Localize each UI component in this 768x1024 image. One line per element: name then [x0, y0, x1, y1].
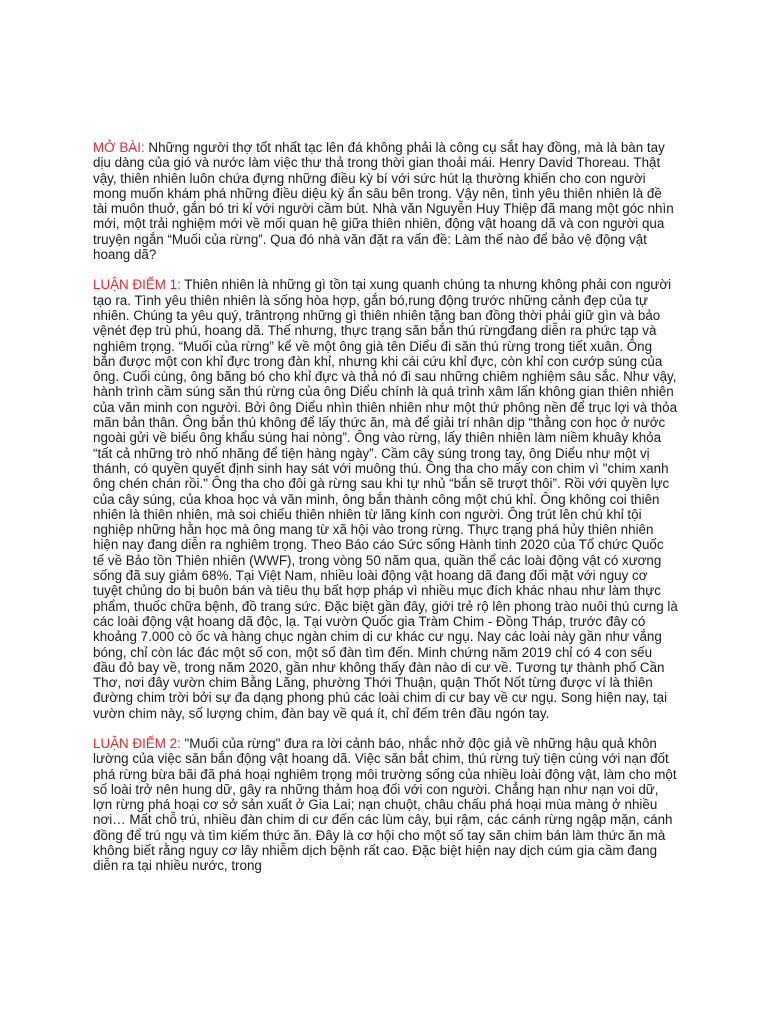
paragraph-body: Thiên nhiên là những gì tồn tại xung quanh chúng ta nhưng không phải con người tạo ra. Tình yêu thiên nhiên là sống hòa hợp, gắn bó,rung động trước những cảnh đẹp của tự nhiên. Chúng ta yêu quý, trântrọng những gì thiên nhiên tặng ban đồng thời phải giữ gìn và bảo vệnét đẹp trù phú, hoang dã. Thế nhưng, thực trạng săn bắn thú rừngđang diễn ra phức tạp và nghiêm trọng. “Muối của rừng” kể về một ông già tên Diểu đi săn thú rừng trong tiết xuân. Ông bắn được một con khỉ đực trong đàn khỉ, nhưng khi cái cứu khỉ đực, còn khỉ con cướp súng của ông. Cuối cùng, ông băng bó cho khỉ đực và thả nó đi sau những chiêm nghiệm sâu sắc. Như vậy, hành trình cầm súng săn thú rừng của ông Diểu chính là quá trình xâm lấn không gian thiên nhiên của văn minh con người. Bởi ông Diểu nhìn thiên nhiên như một thứ phông nền để trục lợi và thỏa mãn bản thân. Ông bắn thú không để lấy thức ăn, mà để giải trí nhân dịp “thằng con học ở nước ngoài gửi về biếu ông khẩu súng hai nòng”. Ông vào rừng, lấy thiên nhiên làm niềm khuây khỏa “tất cả những trò nhố nhăng để tiện hàng ngày”. Cầm cây súng trong tay, ông Diểu như một vị thánh, có quyền quyết định sinh hay sát với muông thú. Ông tha cho mấy con chim vì "chim xanh ông chén chán rồi." Ông tha cho đôi gà rừng sau khi tự nhủ “bắn sẽ trượt thôi”. Rồi với quyền lực của cây súng, của khoa học và văn minh, ông bắn thành công một chú khỉ. Ông không coi thiên nhiên là thiên nhiên, mà soi chiếu thiên nhiên từ lăng kính con người. Ông trút lên chú khỉ tội nghiệp những hằn học mà ông mang từ xã hội vào trong rừng. Thực trạng phá hủy thiên nhiên hiện nay đang diễn ra nghiêm trọng. Theo Báo cáo Sức sống Hành tinh 2020 của Tổ chức Quốc tế về Bảo tồn Thiên nhiên (WWF), trong vòng 50 năm qua, quần thể các loài động vật có xương sống đã suy giảm 68%. Tại Việt Nam, nhiều loài động vật hoang dã đang đối mặt với nguy cơ tuyệt chủng do bị buôn bán và tiêu thụ bất hợp pháp vì nhiều mục đích khác nhau như làm thực phẩm, thuốc chữa bệnh, đồ trang sức. Đặc biệt gần đây, giới trẻ rộ lên phong trào nuôi thú cưng là các loài động vật hoang dã độc, lạ. Tại vườn Quốc gia Tràm Chim - Đồng Tháp, trước đây có khoảng 7.000 cò ốc và hàng chục ngàn chim di cư khác cư ngụ. Nay các loài này gần như vắng bóng, chỉ còn lác đác một số con, một số đàn tìm đến. Minh chứng năm 2019 chỉ có 4 con sếu đầu đỏ bay về, trong năm 2020, gần như không thấy đàn nào di cư về. Tương tự thành phố Cần Thơ, nơi đây vườn chim Bằng Lăng, phường Thới Thuận, quận Thốt Nốt từng được ví là thiên đường chim trời bởi sự đa dạng phong phú các loài chim di cư bay về cư ngụ. Song hiện nay, tại vườn chim này, số lượng chim, đàn bay về quá ít, chỉ đếm trên đầu ngón tay. [93, 277, 678, 721]
document-page [93, 140, 678, 889]
paragraph-intro [93, 140, 678, 262]
paragraph-body: Những người thợ tốt nhất tạc lên đá không phải là công cụ sắt hay đồng, mà là bàn tay dịu dàng của gió và nước làm việc thư thả trong thời gian thoải mái. Henry David Thoreau. Thật vậy, thiên nhiên luôn chứa đựng những điều kỳ bí với sức hút lạ thường khiến cho con người mong muốn khám phá những điều diệu kỳ ẩn sâu bên trong. Vậy nên, tình yêu thiên nhiên là đề tài muôn thuở, gắn bó tri kỉ với người cầm bút. Nhà văn Nguyễn Huy Thiệp đã mang một góc nhìn mới, một trải nghiệm mới về mối quan hệ giữa thiên nhiên, động vật hoang dã và con người qua truyện ngắn “Muối của rừng”. Qua đó nhà văn đặt ra vấn đề: Làm thế nào để bảo vệ động vật hoang dã? [93, 140, 674, 263]
paragraph-heading: MỞ BÀI: [93, 140, 145, 155]
paragraph-heading: LUẬN ĐIỂM 2: [93, 735, 181, 751]
paragraph-body: "Muối của rừng" đưa ra lời cảnh báo, nhắc nhở độc giả về những hậu quả khôn lường của việc săn bắn động vật hoang dã. Việc săn bắt chim, thú rừng tuỳ tiện cùng với nạn đốt phá rừng bừa bãi đã phá hoại nghiêm trọng môi trường sống của nhiều loài động vật, làm cho một số loài trở nên hung dữ, gây ra những thảm hoạ đối với con người. Chẳng hạn như nạn voi dữ, lợn rừng phá hoại cơ sở sản xuất ở Gia Lai; nạn chuột, châu chấu phá hoại mùa màng ở nhiều nơi… Mất chỗ trú, nhiều đàn chim di cư đến các lùm cây, bụi rậm, các cánh rừng ngập mặn, cánh đồng để trú ngụ và tìm kiếm thức ăn. Đây là cơ hội cho một số tay săn chim bán làm thức ăn mà không biết rằng nguy cơ lây nhiễm dịch bệnh rất cao. Đặc biệt hiện nay dịch cúm gia cầm đang diễn ra tại nhiều nước, trong [93, 735, 677, 874]
paragraph-heading: LUẬN ĐIỂM 1: [93, 277, 181, 293]
paragraph-argument-2 [93, 736, 678, 874]
paragraph-argument-1 [93, 277, 678, 721]
